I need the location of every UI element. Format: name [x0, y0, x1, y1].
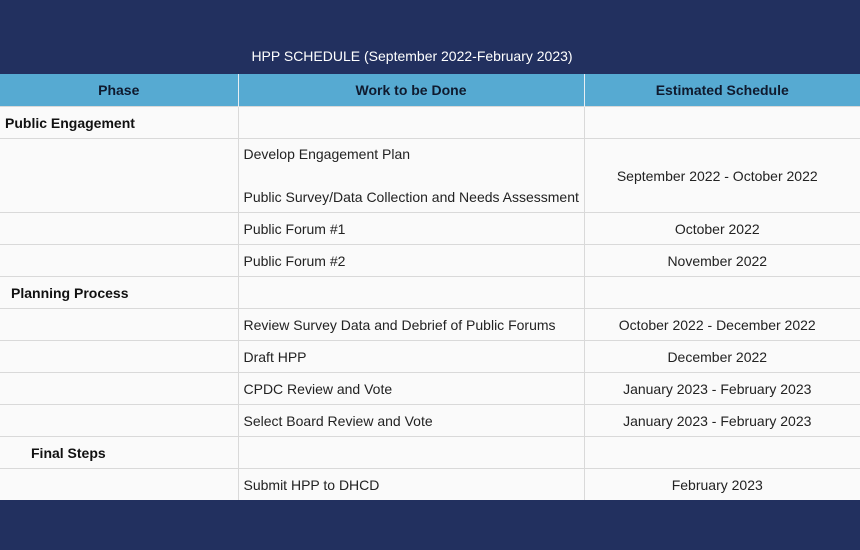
work-cell: Draft HPP: [238, 341, 584, 373]
work-cell: Review Survey Data and Debrief of Public Forums: [238, 309, 584, 341]
schedule-cell: February 2023: [584, 469, 860, 501]
phase-cell: [0, 405, 238, 437]
table-row: [0, 373, 860, 405]
phase-cell: [0, 341, 238, 373]
schedule-table: [0, 74, 860, 500]
header-row: [0, 74, 860, 107]
table-row: [0, 277, 860, 309]
phase-cell: [0, 245, 238, 277]
table-row: [0, 245, 860, 277]
schedule-cell: [584, 107, 860, 139]
schedule-cell: [584, 277, 860, 309]
schedule-cell: November 2022: [584, 245, 860, 277]
schedule-cell: January 2023 - February 2023: [584, 373, 860, 405]
table-row: [0, 469, 860, 501]
schedule-cell: October 2022: [584, 213, 860, 245]
phase-cell: [0, 373, 238, 405]
work-cell: [238, 139, 584, 213]
work-cell: Select Board Review and Vote: [238, 405, 584, 437]
schedule-cell: January 2023 - February 2023: [584, 405, 860, 437]
table-row: [0, 437, 860, 469]
table-row: [0, 213, 860, 245]
work-cell: [238, 437, 584, 469]
work-cell: CPDC Review and Vote: [238, 373, 584, 405]
phase-cell: [0, 139, 238, 213]
header-phase: Phase: [0, 74, 238, 107]
work-cell: Public Forum #2: [238, 245, 584, 277]
schedule-cell: October 2022 - December 2022: [584, 309, 860, 341]
phase-cell: Final Steps: [0, 437, 238, 469]
phase-cell: [0, 309, 238, 341]
phase-cell: [0, 469, 238, 501]
schedule-title: HPP SCHEDULE (September 2022-February 2023): [251, 48, 573, 64]
header-schedule: Estimated Schedule: [584, 74, 860, 107]
schedule-cell: [584, 437, 860, 469]
table-row: [0, 139, 860, 213]
phase-cell: [0, 213, 238, 245]
table-row: [0, 309, 860, 341]
work-cell: [238, 277, 584, 309]
header-work: Work to be Done: [238, 74, 584, 107]
schedule-cell: December 2022: [584, 341, 860, 373]
work-line: Develop Engagement Plan: [243, 146, 411, 162]
table-row: [0, 341, 860, 373]
phase-cell: Public Engagement: [0, 107, 238, 139]
table-row: [0, 107, 860, 139]
table-row: [0, 405, 860, 437]
schedule-cell: September 2022 - October 2022: [584, 139, 860, 213]
work-cell: Submit HPP to DHCD: [238, 469, 584, 501]
work-cell: [238, 107, 584, 139]
work-line: Public Survey/Data Collection and Needs Assessment: [243, 189, 579, 205]
work-cell: Public Forum #1: [238, 213, 584, 245]
phase-cell: Planning Process: [0, 277, 238, 309]
